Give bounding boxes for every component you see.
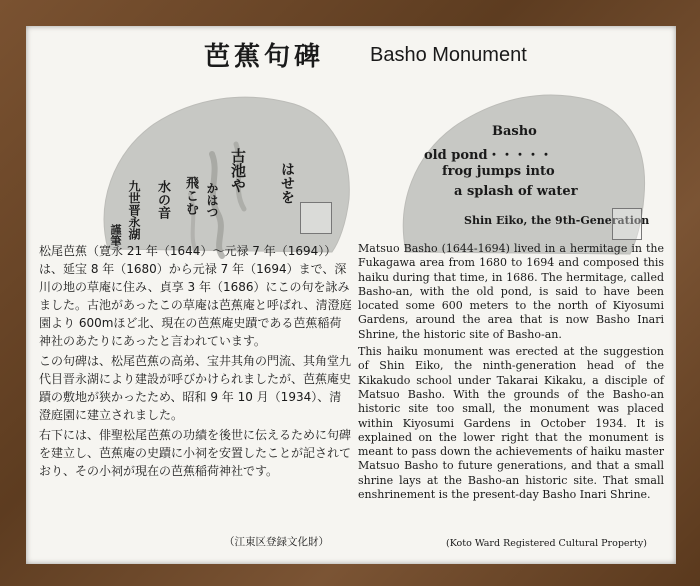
- stone-column-2: 古池や: [229, 148, 247, 193]
- seal-square-right: [612, 208, 642, 240]
- caption-japanese: （江東区登録文化財）: [224, 536, 329, 548]
- ja-paragraph: この句碑は、松尾芭蕉の高弟、宝井其角の門流、其角堂九代目晋永湖により建設が呼びかけられましたが、芭蕉庵史蹟の敷地が狭かったため、昭和 9 年 10 月（1934）、清澄庭園に建立されました。: [39, 354, 352, 422]
- stone-column-6: 九世晋永湖: [127, 180, 141, 240]
- stone-column-7: 謹筆: [109, 224, 122, 246]
- stone-illustration-english: [394, 84, 648, 264]
- stone-column-5: 水の音: [155, 180, 170, 219]
- title-english: Basho Monument: [370, 44, 527, 66]
- stone-column-1: はせを: [279, 162, 295, 204]
- haiku-line-4: a splash of water: [454, 184, 578, 199]
- caption-english: (Koto Ward Registered Cultural Property): [446, 538, 647, 549]
- en-paragraph: This haiku monument was erected at the suggestion of Shin Eiko, the ninth-generation head of the Kikakudo school under Takarai Kikaku, a disciple of Matsuo Basho. With the grounds of the Basho-an historic site too small, the monument was placed within Kiyosumi Gardens in October 1934. It is explained on the lower right that the monument is meant to pass down the achievements of haiku master Matsuo Basho to future generations, and that a small shrine lays at the Basho-an historic site. That small enshrinement is the present-day Basho Inari Shrine.: [358, 345, 664, 502]
- seal-square-left: [300, 202, 332, 234]
- en-paragraph: Matsuo Basho (1644-1694) lived in a hermitage in the Fukagawa area from 1680 to 1694 and composed this haiku during that time, in 1686. The hermitage, called Basho-an, with the old pond, is said to have been located some 600 meters to the north of Kiyosumi Gardens, around the area that is now Basho Inari Shrine, the historic site of Basho-an.: [358, 242, 664, 341]
- haiku-line-3: frog jumps into: [442, 164, 555, 179]
- haiku-line-1: Basho: [492, 124, 537, 139]
- title-japanese: 芭蕉句碑: [204, 42, 325, 72]
- stone-column-4: 飛こむ: [183, 176, 198, 215]
- description-english: [358, 242, 664, 505]
- ja-paragraph: 松尾芭蕉（寛永 21 年（1644）～元禄 7 年（1694））は、延宝 8 年（1680）から元禄 7 年（1694）まで、深川の地の草庵に住み、貞享 3 年（1686）にこの句を詠みました。古池があったこの草庵は芭蕉庵と呼ばれ、清澄庭園より 600mほど北、現在の芭蕉庵史蹟である芭蕉稲荷神社のあたりにあったと言われています。: [39, 244, 352, 348]
- description-japanese: [39, 242, 352, 482]
- stone-signature: Shin Eiko, the 9th-Generation: [464, 214, 650, 227]
- sign-board: [26, 26, 676, 564]
- stone-column-3: かはつ: [205, 182, 219, 218]
- stone-illustration-japanese: [94, 84, 354, 264]
- ja-paragraph: 右下には、俳聖松尾芭蕉の功績を後世に伝えるために句碑を建立し、芭蕉庵の史蹟に小祠を安置したことが記されており、その小祠が現在の芭蕉稲荷神社です。: [39, 428, 352, 478]
- haiku-line-2: old pond・・・・・: [424, 148, 553, 163]
